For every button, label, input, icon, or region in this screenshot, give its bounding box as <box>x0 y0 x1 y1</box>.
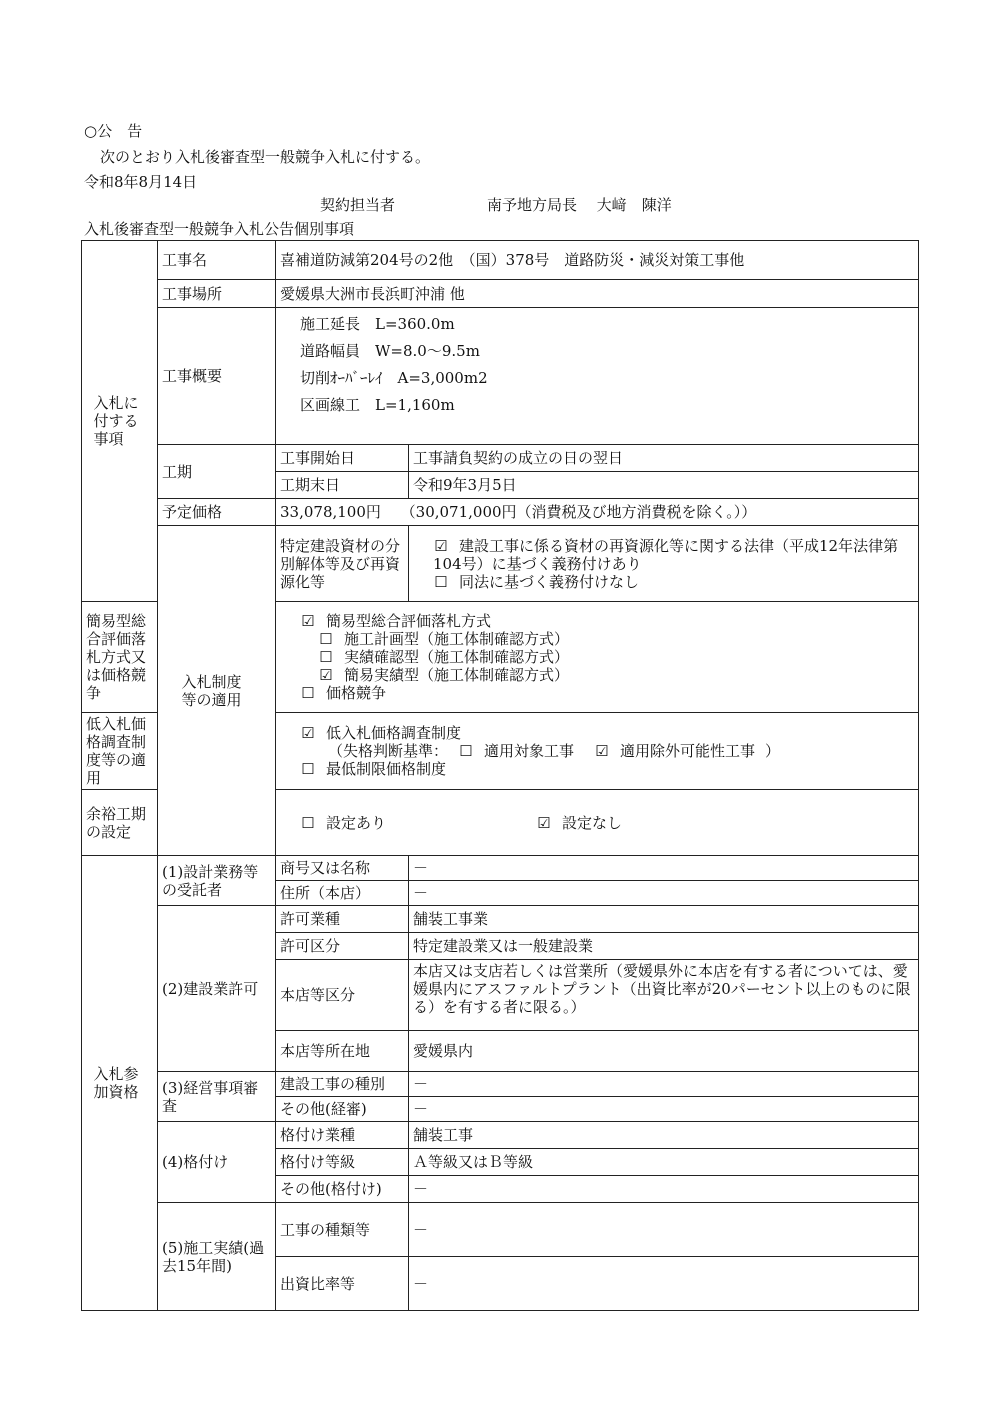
hq-class-value: 本店又は支店若しくは営業所（愛媛県外に本店を有する者については、愛媛県内にアスファルトプラント（出資比率が20パーセント以上のものに限る）を有する者に限る。） <box>409 960 919 1031</box>
eval-opt2-label: 価格競争 <box>326 684 387 702</box>
spare-period-options <box>276 790 919 856</box>
checkbox-checked-icon: ☑ <box>301 724 315 742</box>
section-eligibility: 入札参加資格 <box>82 856 158 1311</box>
checkbox-checked-icon: ☑ <box>301 612 315 630</box>
spare-opt2-label: 設定なし <box>562 813 623 832</box>
record-label: (5)施工実績(過去15年間) <box>158 1203 276 1311</box>
spare-period-label: 余裕工期の設定 <box>82 790 158 856</box>
notice-subject: 入札後審査型一般競争入札公告個別事項 <box>84 220 355 238</box>
checkbox-empty-icon: ☐ <box>301 760 315 778</box>
checkbox-checked-icon: ☑ <box>595 742 609 760</box>
spare-opt1-label: 設定あり <box>326 813 387 832</box>
end-date-label: 工期末日 <box>276 472 409 499</box>
rank-type-label: 格付け業種 <box>276 1122 409 1149</box>
keishin-other-value: － <box>409 1097 919 1122</box>
end-date-value: 令和9年3月5日 <box>409 472 919 499</box>
checkbox-empty-icon: ☐ <box>301 684 315 702</box>
keishin-type-value: － <box>409 1072 919 1097</box>
checkbox-checked-icon: ☑ <box>537 813 551 832</box>
overview-line: 施工延長 L=360.0m <box>300 315 455 333</box>
rank-label: (4)格付け <box>158 1122 276 1203</box>
low-bid-label: 低入札価格調査制度等の適用 <box>82 713 158 790</box>
overview-line: 区画線工 L=1,160m <box>300 396 455 414</box>
keishin-type-label: 建設工事の種別 <box>276 1072 409 1097</box>
checkbox-empty-icon: ☐ <box>301 813 315 832</box>
work-overview-value <box>276 308 919 445</box>
ratio-label: 出資比率等 <box>276 1257 409 1311</box>
eval-sub1-label: 施工計画型（施工体制確認方式） <box>344 630 570 648</box>
checkbox-checked-icon: ☑ <box>319 666 333 684</box>
keishin-label: (3)経営事項審査 <box>158 1072 276 1122</box>
hq-location-value: 愛媛県内 <box>409 1031 919 1072</box>
notice-date: 令和8年8月14日 <box>84 173 198 191</box>
intro-text: 次のとおり入札後審査型一般競争入札に付する。 <box>100 148 431 166</box>
work-place-label: 工事場所 <box>158 280 276 308</box>
contract-officer-name: 南予地方局長 大﨑 陳洋 <box>487 196 672 214</box>
work-name-value: 喜補道防減第204号の2他 （国）378号 道路防災・減災対策工事他 <box>276 241 919 280</box>
eval-options <box>276 602 919 713</box>
checkbox-empty-icon: ☐ <box>319 648 333 666</box>
recycle-opt2-label: 同法に基づく義務付けなし <box>459 572 640 591</box>
start-date-value: 工事請負契約の成立の日の翌日 <box>409 445 919 472</box>
eval-sub2-label: 実績確認型（施工体制確認方式） <box>344 648 570 666</box>
eval-opt1-label: 簡易型総合評価落札方式 <box>326 612 492 630</box>
license-class-label: 許可区分 <box>276 933 409 960</box>
low-opt1-label: 低入札価格調査制度 <box>326 724 462 742</box>
low-sub-prefix: （失格判断基準： <box>328 742 449 760</box>
work-type-label: 工事の種類等 <box>276 1203 409 1257</box>
work-overview-label: 工事概要 <box>158 308 276 445</box>
low-bid-options <box>276 713 919 790</box>
notice-table <box>81 240 919 1311</box>
rank-type-value: 舗装工事 <box>409 1122 919 1149</box>
checkbox-empty-icon: ☐ <box>319 630 333 648</box>
low-sub-b-label: 適用除外可能性工事 <box>620 742 756 760</box>
rank-other-value: － <box>409 1176 919 1203</box>
contract-officer-title: 契約担当者 <box>320 196 396 214</box>
low-opt2-label: 最低制限価格制度 <box>326 760 447 778</box>
overview-line: 切削ｵｰﾊﾞｰﾚｲ A=3,000m2 <box>300 369 488 387</box>
price-label: 予定価格 <box>158 499 276 526</box>
checkbox-empty-icon: ☐ <box>434 572 448 591</box>
hq-class-label: 本店等区分 <box>276 960 409 1031</box>
period-label: 工期 <box>158 445 276 499</box>
rank-grade-value: Ａ等級又はＢ等級 <box>409 1149 919 1176</box>
address-label: 住所（本店） <box>276 881 409 906</box>
keishin-other-label: その他(経審) <box>276 1097 409 1122</box>
rank-other-label: その他(格付け) <box>276 1176 409 1203</box>
trade-name-value: － <box>409 856 919 881</box>
work-place-value: 愛媛県大洲市長浜町沖浦 他 <box>276 280 919 308</box>
work-type-value: － <box>409 1203 919 1257</box>
start-date-label: 工事開始日 <box>276 445 409 472</box>
checkbox-checked-icon: ☑ <box>434 536 448 555</box>
license-type-value: 舗装工事業 <box>409 906 919 933</box>
trade-name-label: 商号又は名称 <box>276 856 409 881</box>
price-value: 33,078,100円 （30,071,000円（消費税及び地方消費税を除く。）） <box>276 499 919 526</box>
ratio-value: － <box>409 1257 919 1311</box>
recycle-label: 特定建設資材の分別解体等及び再資源化等 <box>276 526 409 602</box>
overview-line: 道路幅員 W=8.0～9.5m <box>300 342 480 360</box>
section-bid-system: 入札制度等の適用 <box>158 526 276 856</box>
notice-heading: ○公 告 <box>84 122 143 140</box>
eval-label: 簡易型総合評価落札方式又は価格競争 <box>82 602 158 713</box>
license-class-value: 特定建設業又は一般建設業 <box>409 933 919 960</box>
recycle-options <box>409 526 919 602</box>
license-label: (2)建設業許可 <box>158 906 276 1072</box>
checkbox-empty-icon: ☐ <box>459 742 473 760</box>
hq-location-label: 本店等所在地 <box>276 1031 409 1072</box>
eval-sub3-label: 簡易実績型（施工体制確認方式） <box>344 666 570 684</box>
address-value: － <box>409 881 919 906</box>
recycle-opt1-label: 建設工事に係る資材の再資源化等に関する法律（平成12年法律第104号）に基づく義務付けあり <box>433 536 899 573</box>
design-contractor-label: (1)設計業務等の受託者 <box>158 856 276 906</box>
license-type-label: 許可業種 <box>276 906 409 933</box>
low-sub-suffix: ） <box>765 742 781 760</box>
low-sub-a-label: 適用対象工事 <box>484 742 575 760</box>
section-bid-items: 入札に付する事項 <box>82 241 158 602</box>
work-name-label: 工事名 <box>158 241 276 280</box>
rank-grade-label: 格付け等級 <box>276 1149 409 1176</box>
